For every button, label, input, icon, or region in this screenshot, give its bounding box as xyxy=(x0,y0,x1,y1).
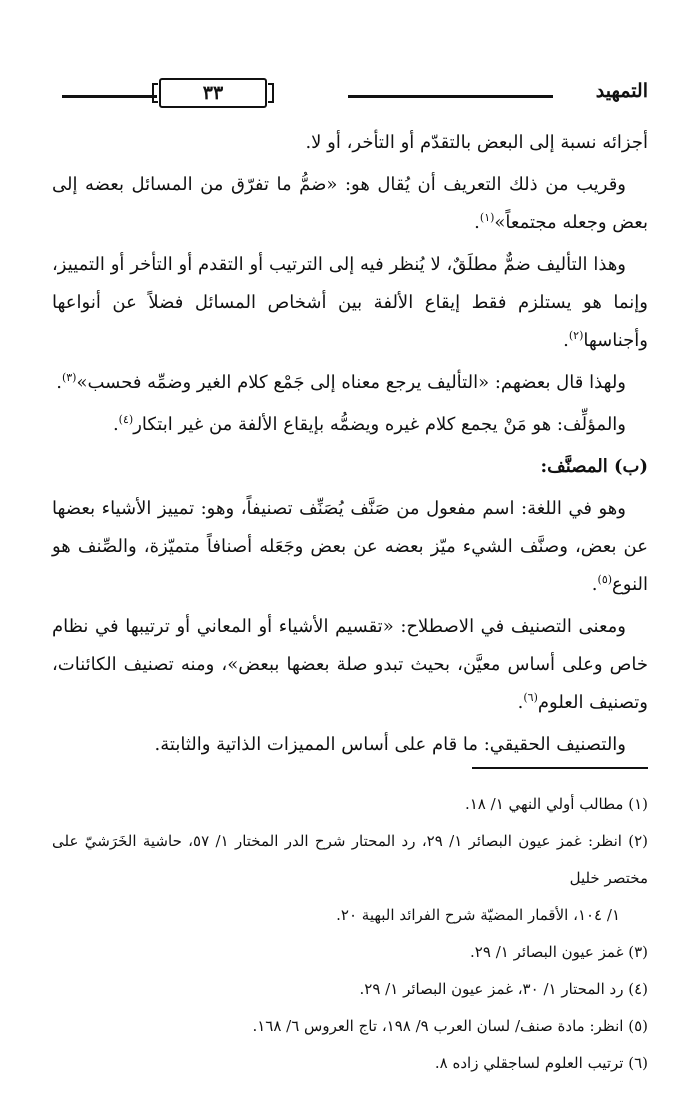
section-heading: (ب) المصنَّف: xyxy=(540,456,648,477)
footnote-ref: (٥) xyxy=(597,573,613,586)
paragraph xyxy=(52,364,648,402)
footnote-ref: (١) xyxy=(479,211,495,224)
footnote: (٥) انظر: مادة صنف/ لسان العرب ٩/ ١٩٨، تاج العروس ٦/ ١٦٨. xyxy=(252,1017,648,1035)
paragraph-text: ولهذا قال بعضهم: «التأليف يرجع معناه إلى جَمْع كلام الغير وضمِّه فحسب» xyxy=(76,372,626,393)
footnote-continuation: ١/ ١٠٤، الأقمار المضيّة شرح الفرائد البهية ٢٠. xyxy=(336,906,620,924)
header-rule xyxy=(62,95,157,98)
footnote-ref: (٢) xyxy=(568,329,584,342)
paragraph xyxy=(52,726,648,764)
paragraph-end: . xyxy=(563,330,569,351)
paragraph-end: . xyxy=(112,414,119,435)
footnote-ref: (٤) xyxy=(118,413,134,426)
footnote: (٤) رد المحتار ١/ ٣٠، غمز عيون البصائر ١/ ٢٩. xyxy=(359,980,648,998)
footnote: (٦) ترتيب العلوم لساجقلي زاده ٨. xyxy=(434,1054,648,1072)
paragraph-end: . xyxy=(591,574,598,595)
header-rule xyxy=(348,95,553,98)
footnote: (٣) غمز عيون البصائر ١/ ٢٩. xyxy=(470,943,648,961)
footnote-ref: (٦) xyxy=(523,691,538,704)
footnotes xyxy=(52,786,648,1082)
running-title: التمهيد xyxy=(595,80,648,102)
paragraph-text: ومعنى التصنيف في الاصطلاح: «تقسيم الأشياء أو المعاني أو ترتيبها في نظام خاص وعلى أساس معيَّن، بحيث تبدو صلة بعضها ببعض»، ومنه تصنيف الكائنات، وتصنيف العلوم xyxy=(52,616,648,713)
paragraph-text: والمؤلِّف: هو مَنْ يجمع كلام غيره ويضمُّه بإيقاع الألفة من غير ابتكار xyxy=(133,414,626,435)
paragraph-text: وقريب من ذلك التعريف أن يُقال هو: «ضمُّ ما تفرّق من المسائل بعضه إلى بعض وجعله مجتمعاً» xyxy=(52,174,648,233)
footnote: (١) مطالب أولي النهي ١/ ١٨. xyxy=(464,795,648,813)
footnote-separator xyxy=(472,767,648,769)
paragraph xyxy=(52,246,648,360)
paragraph-text: وهو في اللغة: اسم مفعول من صَنَّف يُصَنِّف تصنيفاً، وهو: تمييز الأشياء بعضها عن بعض، وصنَّف الشيء ميّز بعضه عن بعض وجَعَله أصنافاً متميّزة، والصِّنف هو النوع xyxy=(52,498,648,595)
paragraph-end: . xyxy=(56,372,62,393)
paragraph-text: أجزائه نسبة إلى البعض بالتقدّم أو التأخر، أو لا. xyxy=(305,132,648,153)
page-header xyxy=(62,74,648,108)
page-number: ٣٣ xyxy=(159,78,267,108)
paragraph xyxy=(52,608,648,722)
main-text xyxy=(52,124,648,768)
paragraph xyxy=(52,124,648,162)
footnote: (٢) انظر: غمز عيون البصائر ١/ ٢٩، رد المحتار شرح الدر المختار ١/ ٥٧، حاشية الخَرَشيّ على مختصر خليل xyxy=(52,832,649,887)
paragraph xyxy=(52,166,648,242)
paragraph xyxy=(52,490,648,604)
footnote-ref: (٣) xyxy=(61,371,77,384)
paragraph-end: . xyxy=(517,692,524,713)
paragraph-text: والتصنيف الحقيقي: ما قام على أساس المميزات الذاتية والثابتة. xyxy=(154,734,626,755)
paragraph-text: وهذا التأليف ضمٌّ مطلَقٌ، لا يُنظر فيه إلى الترتيب أو التقدم أو التأخر أو التمييز، وإنما هو يستلزم فقط إيقاع الألفة بين أشخاص المسائل فضلاً عن أنواعها وأجناسها xyxy=(52,254,648,351)
paragraph-end: . xyxy=(474,212,480,233)
paragraph xyxy=(52,406,648,444)
